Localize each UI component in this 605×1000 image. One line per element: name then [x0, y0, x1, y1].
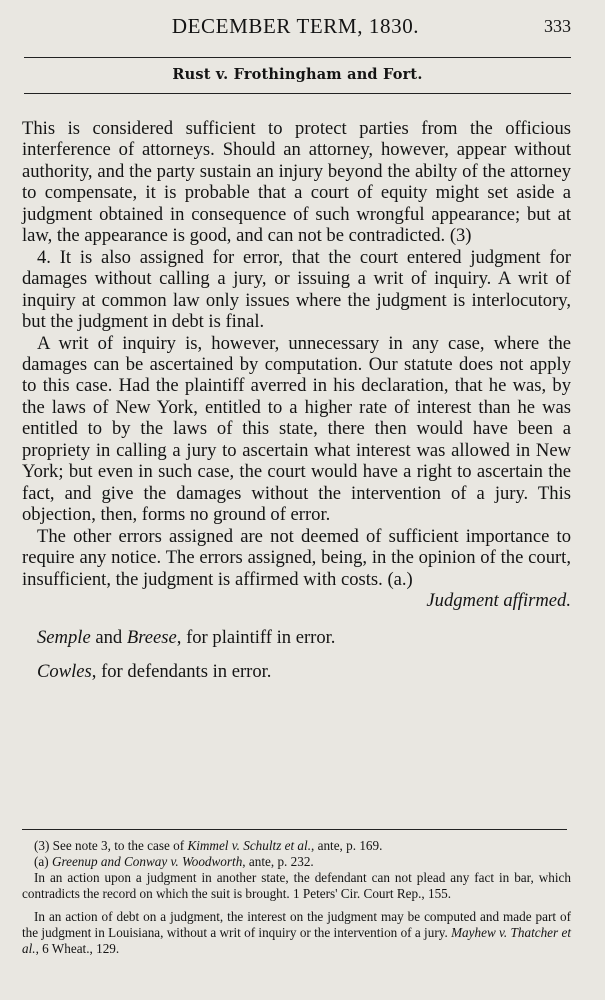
- footnote-a-case: Greenup and Conway v. Woodworth: [51, 854, 243, 869]
- footnote-debt-interest: [22, 909, 571, 957]
- footnote-3-cite: , ante, p. 169.: [311, 838, 383, 853]
- footnote-rule: [22, 829, 567, 830]
- header-rule: [24, 57, 571, 58]
- footnote-a: [22, 854, 571, 870]
- running-header: [20, 14, 571, 44]
- footnote-judgment-other-state: In an action upon a judgment in another state, the defendant can not plead any fact in bar, which contradicts the record on which the suit is brought. 1 Peters' Cir. Court Rep., 155.: [22, 870, 571, 901]
- footnotes: [22, 838, 571, 957]
- paragraph-4: The other errors assigned are not deemed of sufficient importance to require any notice. The errors assigned, being, in the opinion of the court, insufficient, the judgment is affirmed with costs. (a.): [22, 525, 571, 590]
- counsel-name-3: Cowles: [37, 660, 92, 682]
- judgment-line: Judgment affirmed.: [426, 589, 571, 611]
- footnote-debt-text: In an action of debt on a judgment, the interest on the judgment may be computed and made part of the judgment in Louisiana, without a writ of inquiry or the intervention of a jury.: [22, 909, 571, 940]
- footnote-a-cite: , ante, p. 232.: [242, 854, 314, 869]
- counsel-plaintiff: [22, 627, 571, 648]
- counsel-plaintiff-role: , for plaintiff in error.: [176, 627, 336, 649]
- counsel-defendants: [22, 661, 571, 682]
- paragraph-2: 4. It is also assigned for error, that the court entered judgment for damages without calling a jury, or issuing a writ of inquiry. A writ of inquiry at common law only issues where the judgment is interlocutory, but the judgment in debt is final.: [22, 246, 571, 333]
- page-number: 333: [544, 16, 571, 36]
- counsel-name-1: Semple: [37, 627, 91, 649]
- caption-rule: [24, 93, 571, 94]
- footnote-a-marker: (a): [34, 854, 52, 869]
- running-header-title: DECEMBER TERM, 1830.: [171, 14, 420, 38]
- counsel-and: and: [90, 627, 127, 649]
- paragraph-1: This is considered sufficient to protect parties from the officious interference of attorneys. Should an attorney, however, appear without authority, and the party sustain an injury beyond the abilty of the attorney to compensate, it is probable that a court of equity might set aside a judgment obtained in consequence of such wrongful appearance; but at law, the appearance is good, and can not be contradicted. (3): [22, 118, 571, 247]
- case-caption: Rust v. Frothingham and Fort.: [172, 66, 423, 83]
- footnote-debt-case: Mayhew v. Thatcher et al.: [22, 925, 571, 956]
- footnote-debt-cite: , 6 Wheat., 129.: [35, 941, 120, 956]
- paragraph-3: A writ of inquiry is, however, unnecessary in any case, where the damages can be ascertained by computation. Our statute does not apply to this case. Had the plaintiff averred in his declaration, that he was, by the laws of New York, entitled to a higher rate of interest than he was entitled to by the laws of this state, there then would have been a propriety in calling a jury to ascertain what interest was allowed in New York; but even in such case, the court would have a right to ascertain the fact, and give the damages without the intervention of a jury. This objection, then, forms no ground of error.: [22, 332, 571, 526]
- footnote-3: [22, 838, 571, 854]
- counsel-name-2: Breese: [126, 627, 177, 649]
- footnote-3-text: (3) See note 3, to the case of: [34, 838, 188, 853]
- counsel-defendants-role: , for defendants in error.: [91, 660, 272, 682]
- footnote-3-case: Kimmel v. Schultz et al.: [187, 838, 311, 853]
- opinion-body: [22, 118, 571, 682]
